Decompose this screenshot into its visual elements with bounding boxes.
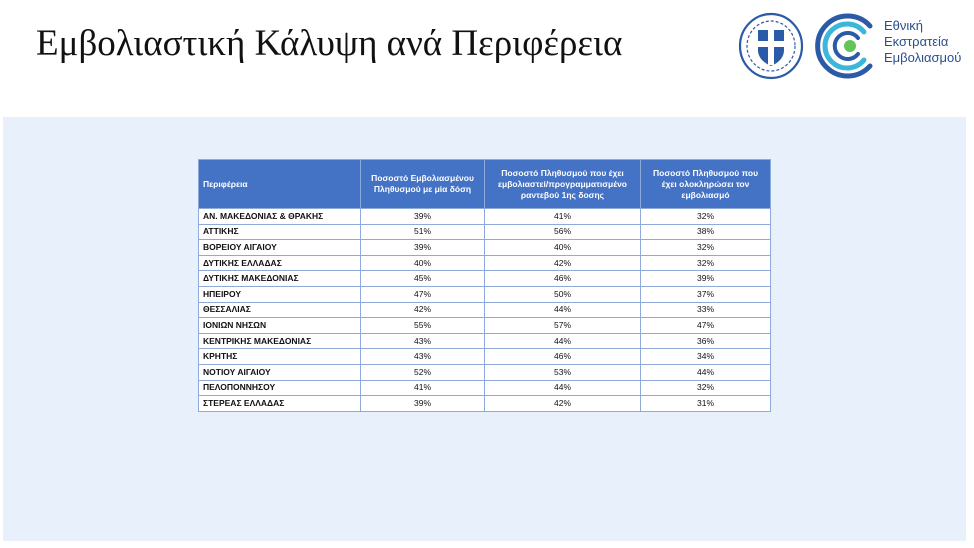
table-row bbox=[199, 333, 771, 349]
region-cell: ΔΥΤΙΚΗΣ ΕΛΛΑΔΑΣ bbox=[199, 255, 361, 271]
percentage-cell: 38% bbox=[641, 224, 771, 240]
percentage-cell: 46% bbox=[485, 271, 641, 287]
percentage-cell: 53% bbox=[485, 364, 641, 380]
vaccination-campaign-logo-icon bbox=[812, 10, 880, 80]
table-row bbox=[199, 349, 771, 365]
percentage-cell: 32% bbox=[641, 380, 771, 396]
percentage-cell: 41% bbox=[485, 209, 641, 225]
percentage-cell: 37% bbox=[641, 286, 771, 302]
table-row bbox=[199, 255, 771, 271]
hellenic-republic-seal-icon bbox=[737, 10, 805, 80]
percentage-cell: 52% bbox=[361, 364, 485, 380]
region-cell: ΣΤΕΡΕΑΣ ΕΛΛΑΔΑΣ bbox=[199, 396, 361, 412]
table-row bbox=[199, 240, 771, 256]
percentage-cell: 39% bbox=[641, 271, 771, 287]
table-row bbox=[199, 271, 771, 287]
percentage-cell: 33% bbox=[641, 302, 771, 318]
percentage-cell: 51% bbox=[361, 224, 485, 240]
region-cell: ΠΕΛΟΠΟΝΝΗΣΟΥ bbox=[199, 380, 361, 396]
page-title: Εμβολιαστική Κάλυψη ανά Περιφέρεια bbox=[36, 23, 623, 64]
percentage-cell: 40% bbox=[361, 255, 485, 271]
table-row bbox=[199, 364, 771, 380]
table-row bbox=[199, 396, 771, 412]
region-cell: ΗΠΕΙΡΟΥ bbox=[199, 286, 361, 302]
percentage-cell: 40% bbox=[485, 240, 641, 256]
percentage-cell: 32% bbox=[641, 255, 771, 271]
percentage-cell: 41% bbox=[361, 380, 485, 396]
percentage-cell: 32% bbox=[641, 240, 771, 256]
region-cell: ΔΥΤΙΚΗΣ ΜΑΚΕΔΟΝΙΑΣ bbox=[199, 271, 361, 287]
percentage-cell: 46% bbox=[485, 349, 641, 365]
percentage-cell: 47% bbox=[361, 286, 485, 302]
region-cell: ΘΕΣΣΑΛΙΑΣ bbox=[199, 302, 361, 318]
column-header: Ποσοστό Πληθυσμού που έχει εμβολιαστεί/προγραμματισμένο ραντεβού 1ης δοσης bbox=[485, 160, 641, 209]
coverage-table bbox=[198, 159, 771, 412]
column-header: Περιφέρεια bbox=[199, 160, 361, 209]
percentage-cell: 56% bbox=[485, 224, 641, 240]
table-row bbox=[199, 318, 771, 334]
percentage-cell: 42% bbox=[361, 302, 485, 318]
region-cell: ΙΟΝΙΩΝ ΝΗΣΩΝ bbox=[199, 318, 361, 334]
table-row bbox=[199, 224, 771, 240]
table-row bbox=[199, 209, 771, 225]
campaign-line: Εκστρατεία bbox=[884, 34, 949, 49]
percentage-cell: 45% bbox=[361, 271, 485, 287]
table-header-row bbox=[199, 160, 771, 209]
table-row bbox=[199, 302, 771, 318]
region-cell: ΑΤΤΙΚΗΣ bbox=[199, 224, 361, 240]
table-row bbox=[199, 286, 771, 302]
table-row bbox=[199, 380, 771, 396]
percentage-cell: 31% bbox=[641, 396, 771, 412]
campaign-name bbox=[884, 18, 961, 66]
percentage-cell: 44% bbox=[485, 380, 641, 396]
percentage-cell: 44% bbox=[641, 364, 771, 380]
campaign-line: Εμβολιασμού bbox=[884, 50, 962, 65]
percentage-cell: 39% bbox=[361, 209, 485, 225]
region-cell: ΚΡΗΤΗΣ bbox=[199, 349, 361, 365]
percentage-cell: 50% bbox=[485, 286, 641, 302]
percentage-cell: 44% bbox=[485, 302, 641, 318]
percentage-cell: 57% bbox=[485, 318, 641, 334]
column-header: Ποσοστό Πληθυσμού που έχει ολοκληρώσει τον εμβολιασμό bbox=[641, 160, 771, 209]
percentage-cell: 39% bbox=[361, 396, 485, 412]
percentage-cell: 44% bbox=[485, 333, 641, 349]
region-cell: ΑΝ. ΜΑΚΕΔΟΝΙΑΣ & ΘΡΑΚΗΣ bbox=[199, 209, 361, 225]
percentage-cell: 55% bbox=[361, 318, 485, 334]
percentage-cell: 43% bbox=[361, 349, 485, 365]
percentage-cell: 39% bbox=[361, 240, 485, 256]
percentage-cell: 32% bbox=[641, 209, 771, 225]
region-cell: ΒΟΡΕΙΟΥ ΑΙΓΑΙΟΥ bbox=[199, 240, 361, 256]
percentage-cell: 43% bbox=[361, 333, 485, 349]
percentage-cell: 34% bbox=[641, 349, 771, 365]
percentage-cell: 42% bbox=[485, 255, 641, 271]
column-header: Ποσοστό Εμβολιασμένου Πληθυσμού με μία δόση bbox=[361, 160, 485, 209]
campaign-line: Εθνική bbox=[884, 18, 924, 33]
region-cell: ΝΟΤΙΟΥ ΑΙΓΑΙΟΥ bbox=[199, 364, 361, 380]
percentage-cell: 47% bbox=[641, 318, 771, 334]
region-cell: ΚΕΝΤΡΙΚΗΣ ΜΑΚΕΔΟΝΙΑΣ bbox=[199, 333, 361, 349]
percentage-cell: 42% bbox=[485, 396, 641, 412]
percentage-cell: 36% bbox=[641, 333, 771, 349]
